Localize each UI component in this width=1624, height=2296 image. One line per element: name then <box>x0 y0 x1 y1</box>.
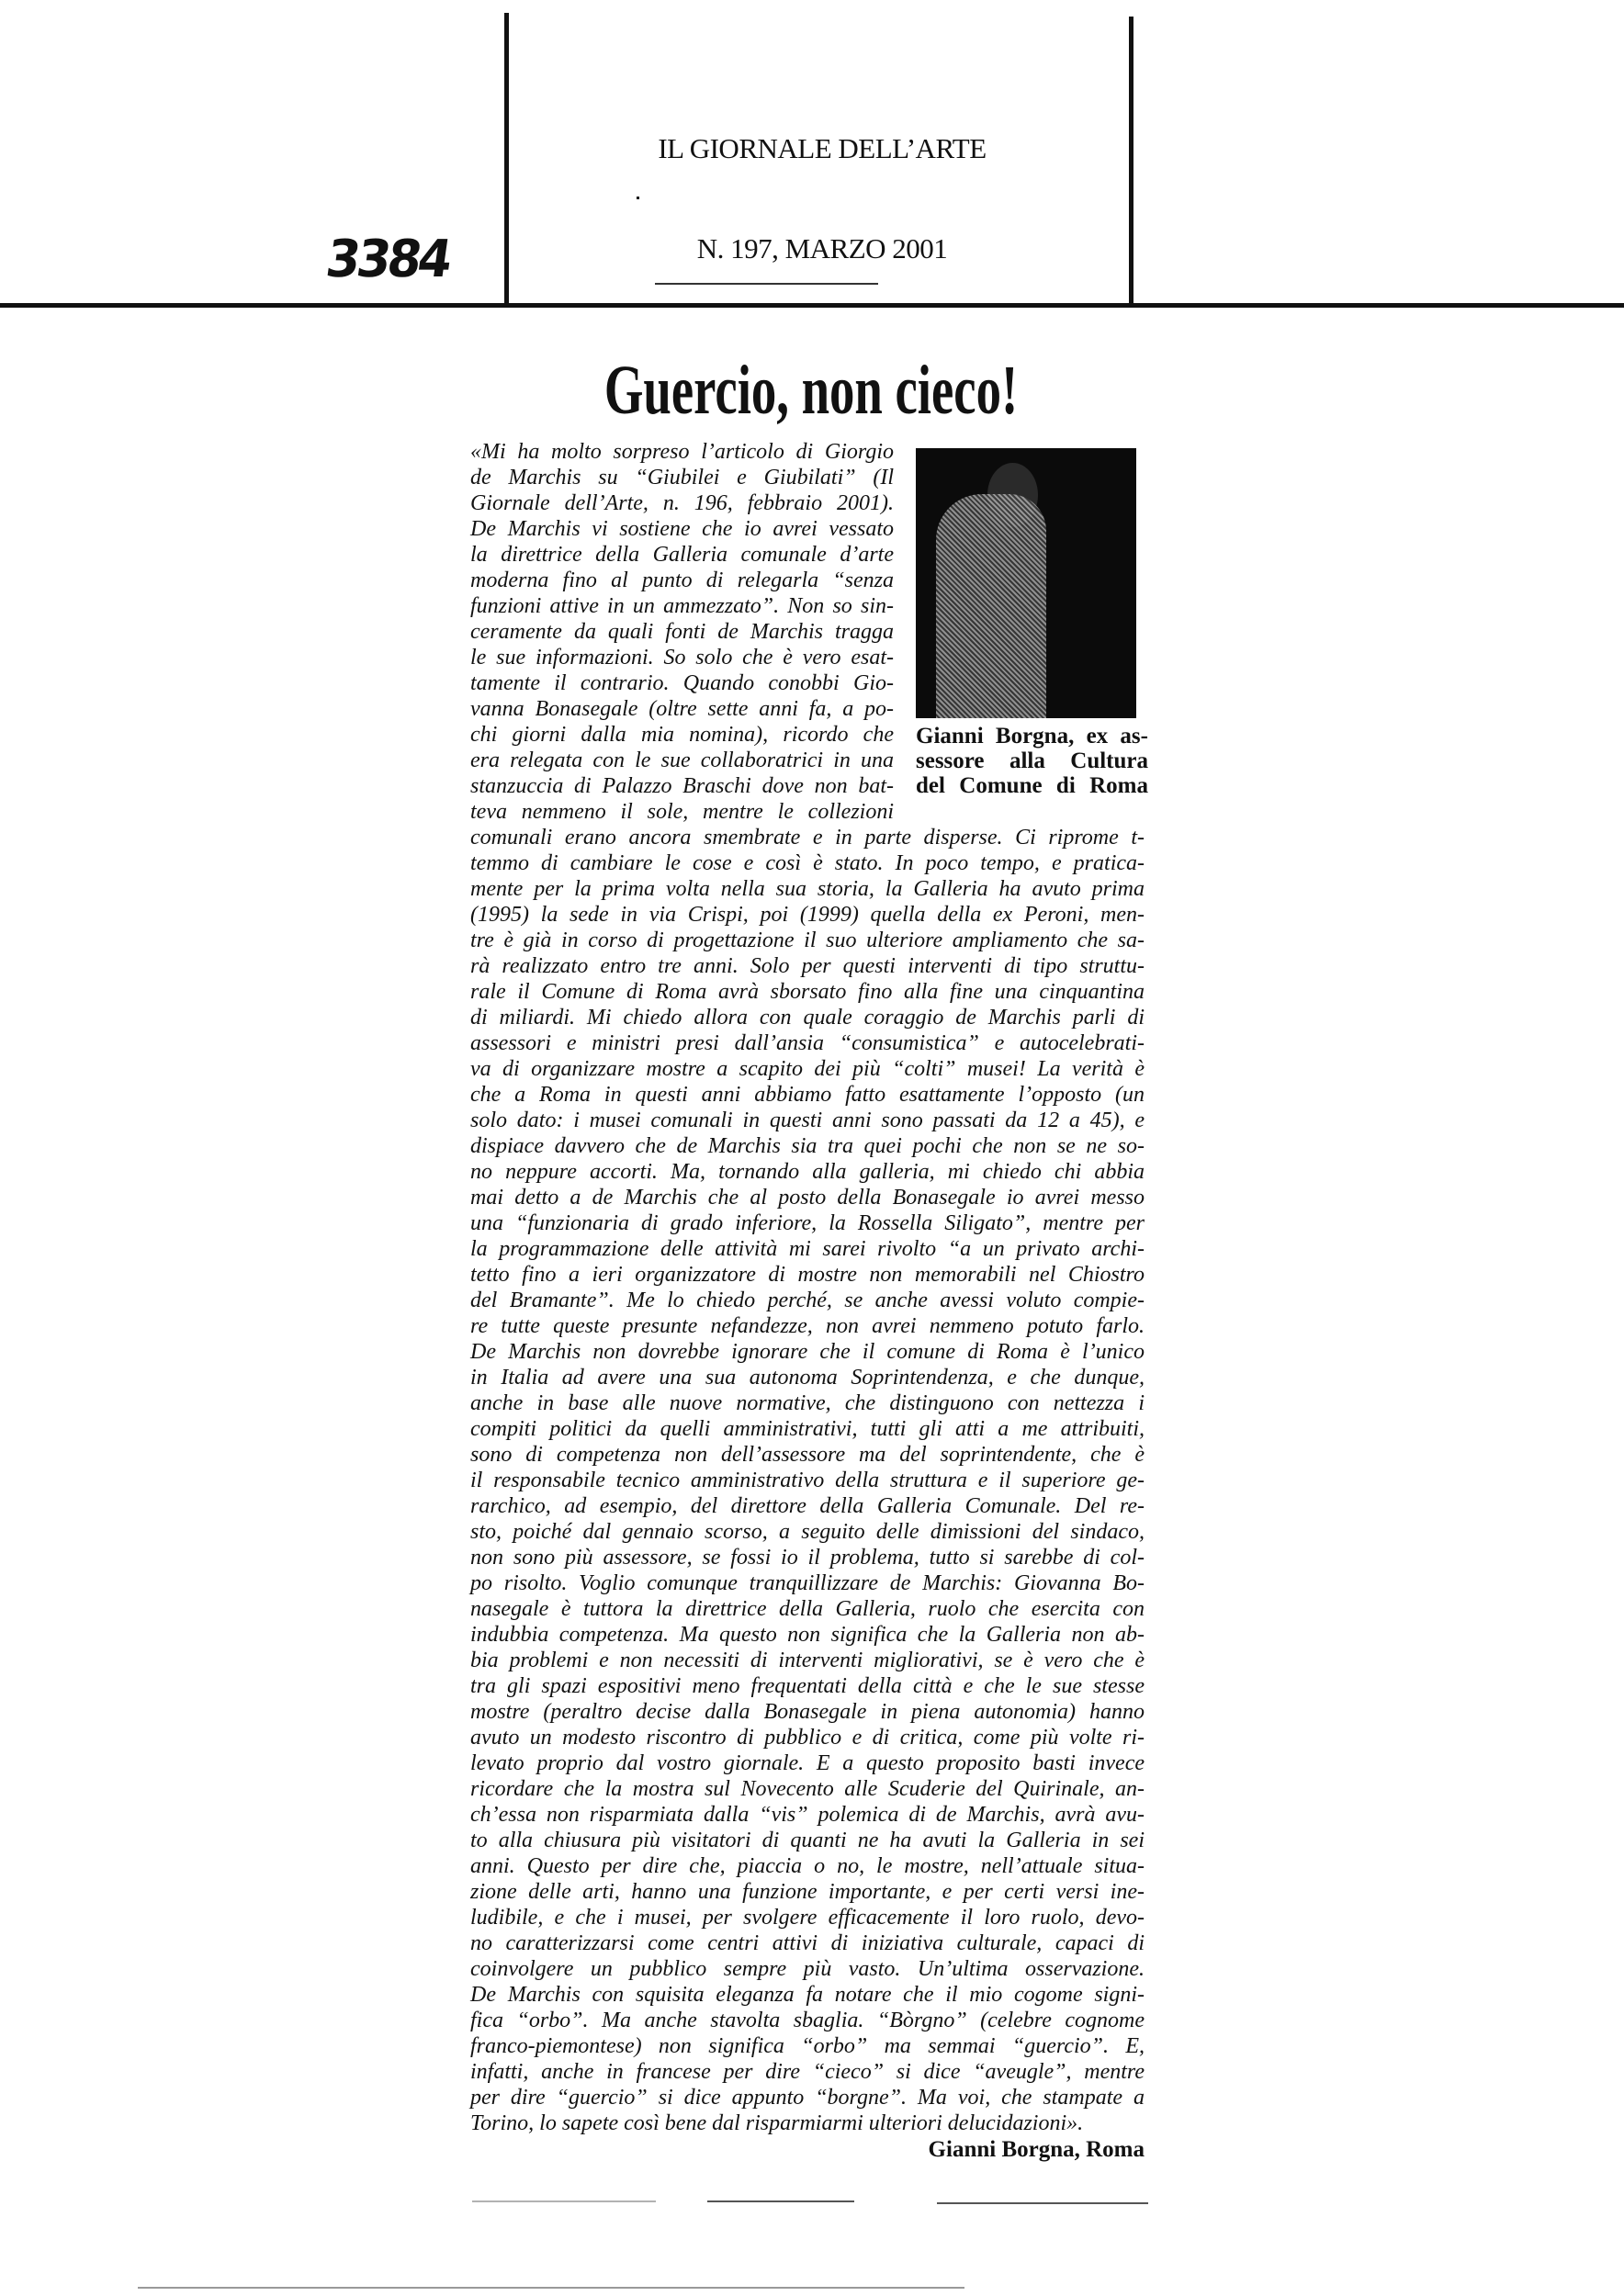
article-line: rarchico, ad esempio, del direttore della Galleria Comunale. Del re- <box>470 1494 1145 1518</box>
article-line: chi giorni dalla mia nomina), ricordo che <box>470 723 894 747</box>
stray-dot <box>637 197 639 199</box>
article-line: po risolto. Voglio comunque tranquillizzare de Marchis: Giovanna Bo- <box>470 1571 1145 1595</box>
article-line: coinvolgere un pubblico sempre più vasto. Un’ultima osservazione. <box>470 1957 1145 1981</box>
article-line: anche in base alle nuove normative, che distinguono con nettezza i <box>470 1391 1145 1415</box>
article-line: di miliardi. Mi chiedo allora con quale coraggio de Marchis parli di <box>470 1006 1145 1030</box>
article-line: to alla chiusura più visitatori di quanti ne ha avuti la Galleria in sei <box>470 1829 1145 1852</box>
article-line: avuto un modesto riscontro di pubblico e di critica, come più volte ri- <box>470 1726 1145 1750</box>
article-line: del Bramante”. Me lo chiedo perché, se anche avessi voluto compie- <box>470 1289 1145 1312</box>
article-line: va di organizzare mostre a scapito dei più “colti” musei! La verità è <box>470 1057 1145 1081</box>
article-line: la programmazione delle attività mi sarei rivolto “a un privato archi- <box>470 1237 1145 1261</box>
article-line: de Marchis su “Giubilei e Giubilati” (Il <box>470 466 894 490</box>
article-line: il responsabile tecnico amministrativo della struttura e il superiore ge- <box>470 1469 1145 1492</box>
article-line: solo dato: i musei comunali in questi anni sono passati da 12 a 45), e <box>470 1109 1145 1132</box>
bottom-rule <box>707 2200 854 2202</box>
article-line: tre è già in corso di progettazione il suo ulteriore ampliamento che sa- <box>470 929 1145 952</box>
article-line: dispiace davvero che de Marchis sia tra quei pochi che non se ne so- <box>470 1134 1145 1158</box>
article-line: mai detto a de Marchis che al posto della Bonasegale io avrei messo <box>470 1186 1145 1210</box>
article-line: per dire “guercio” si dice appunto “borgne”. Ma voi, che stampate a <box>470 2086 1145 2110</box>
article-line: mostre (peraltro decise dalla Bonasegale in piena autonomia) hanno <box>470 1700 1145 1724</box>
issue-date: N. 197, MARZO 2001 <box>696 232 948 264</box>
bottom-rule <box>472 2200 656 2202</box>
article-body <box>470 439 1145 2136</box>
article-line: comunali erano ancora smembrate e in parte disperse. Ci riprome t- <box>470 826 1145 850</box>
article-line: no caratterizzarsi come centri attivi di iniziativa culturale, capaci di <box>470 1931 1145 1955</box>
caption-line: sessore alla Cultura <box>916 748 1148 773</box>
article-line: non sono più assessore, se fossi io il problema, tutto si sarebbe di col- <box>470 1546 1145 1570</box>
article-line: era relegata con le sue collaboratrici in una <box>470 748 894 772</box>
article-headline: Guercio, non cieco! <box>603 352 1019 429</box>
article-line: stanzuccia di Palazzo Braschi dove non bat- <box>470 774 894 798</box>
article-line: moderna fino al punto di relegarla “senza <box>470 568 894 592</box>
article-line: mente per la prima volta nella sua storia, la Galleria ha avuto prima <box>470 877 1145 901</box>
header-bottom-rule <box>0 303 1624 308</box>
article-line: le sue informazioni. So solo che è vero esat- <box>470 646 894 670</box>
article-line: De Marchis vi sostiene che io avrei vessato <box>470 517 894 541</box>
article-line: (1995) la sede in via Crispi, poi (1999) quella della ex Peroni, men- <box>470 903 1145 927</box>
article-line: zione delle arti, hanno una funzione importante, e per certi versi ine- <box>470 1880 1145 1904</box>
article-line: nasegale è tuttora la direttrice della Galleria, ruolo che esercita con <box>470 1597 1145 1621</box>
article-line: De Marchis non dovrebbe ignorare che il comune di Roma è l’unico <box>470 1340 1145 1364</box>
article-line: ricordare che la mostra sul Novecento alle Scuderie del Quirinale, an- <box>470 1777 1145 1801</box>
article-line: una “funzionaria di grado inferiore, la Rossella Siligato”, mentre per <box>470 1211 1145 1235</box>
article-line: tetto fino a ieri organizzatore di mostre non memorabili nel Chiostro <box>470 1263 1145 1287</box>
article-line: la direttrice della Galleria comunale d’arte <box>470 543 894 567</box>
header-left-rule <box>504 13 509 305</box>
issue-underline <box>655 283 878 285</box>
caption-line: Gianni Borgna, ex as- <box>916 724 1148 748</box>
article-line: compiti politici da quelli amministrativi, tutti gli atti a me attribuiti, <box>470 1417 1145 1441</box>
article-line: sto, poiché dal gennaio scorso, a seguito delle dimissioni del sindaco, <box>470 1520 1145 1544</box>
article-line: «Mi ha molto sorpreso l’articolo di Giorgio <box>470 440 894 464</box>
bottom-rule <box>937 2202 1148 2204</box>
article-line: teva nemmeno il sole, mentre le collezioni <box>470 800 894 824</box>
article-line: assessori e ministri presi dall’ansia “consumistica” e autocelebrati- <box>470 1031 1145 1055</box>
article-line: ludibile, e che i musei, per svolgere efficacemente il loro ruolo, devo- <box>470 1906 1145 1930</box>
article-signature: Gianni Borgna, Roma <box>928 2137 1145 2162</box>
archive-number: 3384 <box>321 230 453 289</box>
article-line: vanna Bonasegale (oltre sette anni fa, a po- <box>470 697 894 721</box>
article-line: bia problemi e non necessiti di interventi migliorativi, se è vero che è <box>470 1649 1145 1672</box>
article-line: levato proprio dal vostro giornale. E a questo proposito basti invece <box>470 1751 1145 1775</box>
article-line: infatti, anche in francese per dire “cieco” si dice “aveugle”, mentre <box>470 2060 1145 2084</box>
article-line: tra gli spazi espositivi meno frequentati della città e che le sue stesse <box>470 1674 1145 1698</box>
article-line: ch’essa non risparmiata dalla “vis” polemica di de Marchis, avrà avu- <box>470 1803 1145 1827</box>
publication-name: IL GIORNALE DELL’ARTE <box>658 132 987 164</box>
caption-line: del Comune di Roma <box>916 773 1148 798</box>
article-line: tamente il contrario. Quando conobbi Gio- <box>470 671 894 695</box>
article-line: franco-piemontese) non significa “orbo” ma semmai “guercio”. E, <box>470 2034 1145 2058</box>
article-line: De Marchis con squisita eleganza fa notare che il mio cogome signi- <box>470 1983 1145 2007</box>
article-line: rale il Comune di Roma avrà sborsato fino alla fine una cinquantina <box>470 980 1145 1004</box>
article-line: indubbia competenza. Ma questo non significa che la Galleria non ab- <box>470 1623 1145 1647</box>
article-line: Torino, lo sapete così bene dal risparmiarmi ulteriori delucidazioni». <box>470 2111 1084 2135</box>
article-line: re tutte queste presunte nefandezze, non avrei nemmeno potuto farlo. <box>470 1314 1145 1338</box>
article-line: Giornale dell’Arte, n. 196, febbraio 2001). <box>470 491 894 515</box>
article-line: sono di competenza non dell’assessore ma del soprintendente, che è <box>470 1443 1145 1467</box>
article-line: no neppure accorti. Ma, tornando alla galleria, mi chiedo chi abbia <box>470 1160 1145 1184</box>
article-line: in Italia ad avere una sua autonoma Soprintendenza, e che dunque, <box>470 1366 1145 1390</box>
article-line: rà realizzato entro tre anni. Solo per questi interventi di tipo struttu- <box>470 954 1145 978</box>
article-line: temmo di cambiare le cose e così è stato. In poco tempo, e pratica- <box>470 851 1145 875</box>
article-line: ceramente da quali fonti de Marchis tragga <box>470 620 894 644</box>
article-line: funzioni attive in un ammezzato”. Non so sin- <box>470 594 894 618</box>
article-line: anni. Questo per dire che, piaccia o no, le mostre, nell’attuale situa- <box>470 1854 1145 1878</box>
page-bottom-rule <box>138 2287 964 2289</box>
article-line: fica “orbo”. Ma anche stavolta sbaglia. “Bòrgno” (celebre cognome <box>470 2009 1145 2032</box>
article-line: che a Roma in questi anni abbiamo fatto esattamente l’opposto (un <box>470 1083 1145 1107</box>
